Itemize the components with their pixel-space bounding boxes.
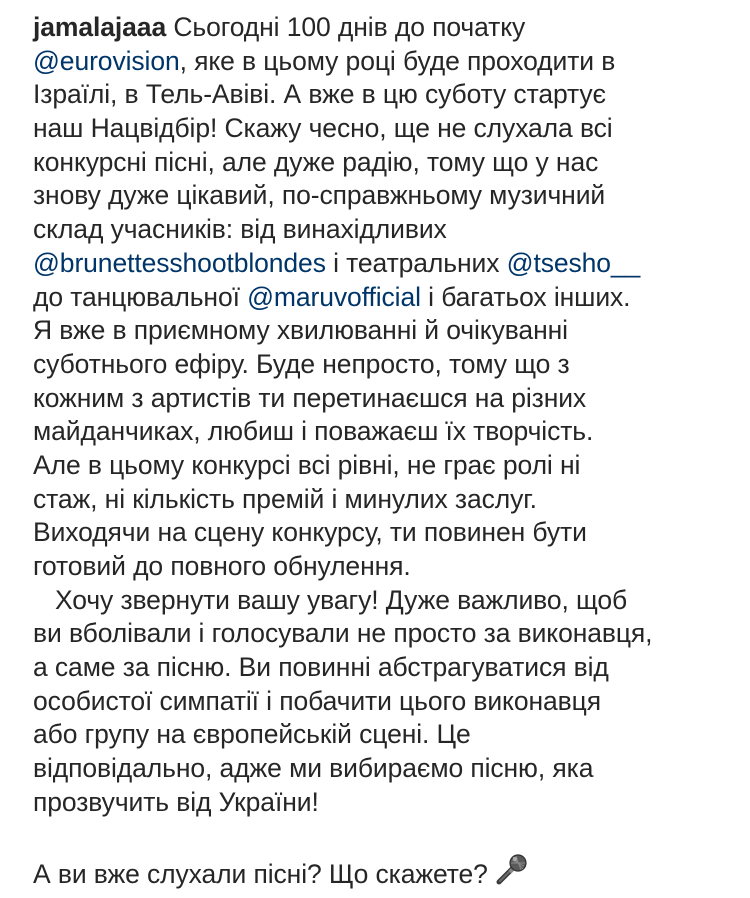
caption-line — [33, 179, 733, 213]
caption-line — [33, 718, 733, 752]
mention-link[interactable]: @maruvofficial — [247, 281, 421, 312]
caption-line — [33, 11, 733, 45]
caption-text: знову дуже цікавий, по-справжньому музичний — [33, 180, 606, 211]
caption-text: або групу на європейській сцені. Це — [33, 719, 471, 750]
caption-line — [33, 281, 733, 315]
caption-text: ви вболівали і голосували не просто за виконавця, — [33, 618, 653, 649]
mention-link[interactable]: @tsesho__ — [506, 247, 641, 278]
caption-text: А ви вже слухали пісні? Що скажете? — [33, 859, 488, 890]
caption-text: кожним з артистів ти перетинаєшся на різних — [33, 382, 587, 413]
caption-text: і театральних — [325, 247, 507, 278]
mention-link[interactable]: @eurovision — [33, 45, 180, 76]
caption-text: наш Нацвідбір! Скажу чесно, ще не слухала всі — [33, 113, 613, 144]
post-caption — [33, 11, 733, 890]
caption-text: і багатьох інших. — [420, 281, 631, 312]
caption-line — [33, 78, 733, 112]
caption-text: відповідально, адже ми вибираємо пісню, яка — [33, 753, 594, 784]
caption-line — [33, 853, 733, 890]
caption-text: Виходячи на сцену конкурсу, ти повинен бути — [33, 517, 587, 548]
caption-text: прозвучить від України! — [33, 786, 319, 817]
caption-line — [33, 584, 733, 618]
caption-text: готовий до повного обнулення. — [33, 551, 411, 581]
caption-line — [33, 550, 733, 584]
caption-line — [33, 146, 733, 180]
caption-line — [33, 449, 733, 483]
caption-text: до танцювальної — [33, 281, 248, 312]
caption-text: Хочу звернути вашу увагу! Дуже важливо, щоб — [55, 584, 628, 615]
caption-text: Сьогодні 100 днів до початку — [166, 12, 526, 42]
caption-line — [33, 45, 733, 79]
caption-line — [33, 786, 733, 820]
caption-text: а саме за пісню. Ви повинні абстрагуватися від — [33, 652, 609, 683]
caption-blank-line — [33, 820, 733, 854]
caption-line — [33, 483, 733, 517]
caption-line — [33, 752, 733, 786]
caption-line — [33, 348, 733, 382]
caption-line — [33, 651, 733, 685]
caption-text: склад учасників: від винахідливих — [33, 214, 447, 245]
caption-line — [33, 247, 733, 281]
caption-text: майданчиках, любиш і поважаєш їх творчість. — [33, 416, 594, 447]
caption-line — [33, 314, 733, 348]
username-link[interactable]: jamalajaaa — [33, 12, 167, 42]
caption-line — [33, 685, 733, 719]
caption-text: суботнього ефіру. Буде непросто, тому що з — [33, 348, 570, 379]
microphone-emoji-icon — [494, 853, 528, 887]
caption-line — [33, 516, 733, 550]
caption-text: , яке в цьому році буде проходити в — [179, 45, 616, 76]
caption-text: стаж, ні кількість премій і минулих заслуг. — [33, 483, 537, 514]
caption-text: Але в цьому конкурсі всі рівні, не грає ролі ні — [33, 449, 581, 480]
caption-line — [33, 415, 733, 449]
caption-line — [33, 213, 733, 247]
caption-line — [33, 617, 733, 651]
caption-line — [33, 112, 733, 146]
caption-line — [33, 382, 733, 416]
caption-text: Ізраїлі, в Тель-Авіві. А вже в цю суботу стартує — [33, 79, 606, 110]
caption-text: Я вже в приємному хвилюванні й очікуванні — [33, 315, 568, 346]
caption-text: конкурсні пісні, але дуже радію, тому що у нас — [33, 146, 599, 177]
caption-text: особистої симпатії і побачити цього виконавця — [33, 685, 601, 716]
mention-link[interactable]: @brunettesshootblondes — [33, 247, 326, 278]
